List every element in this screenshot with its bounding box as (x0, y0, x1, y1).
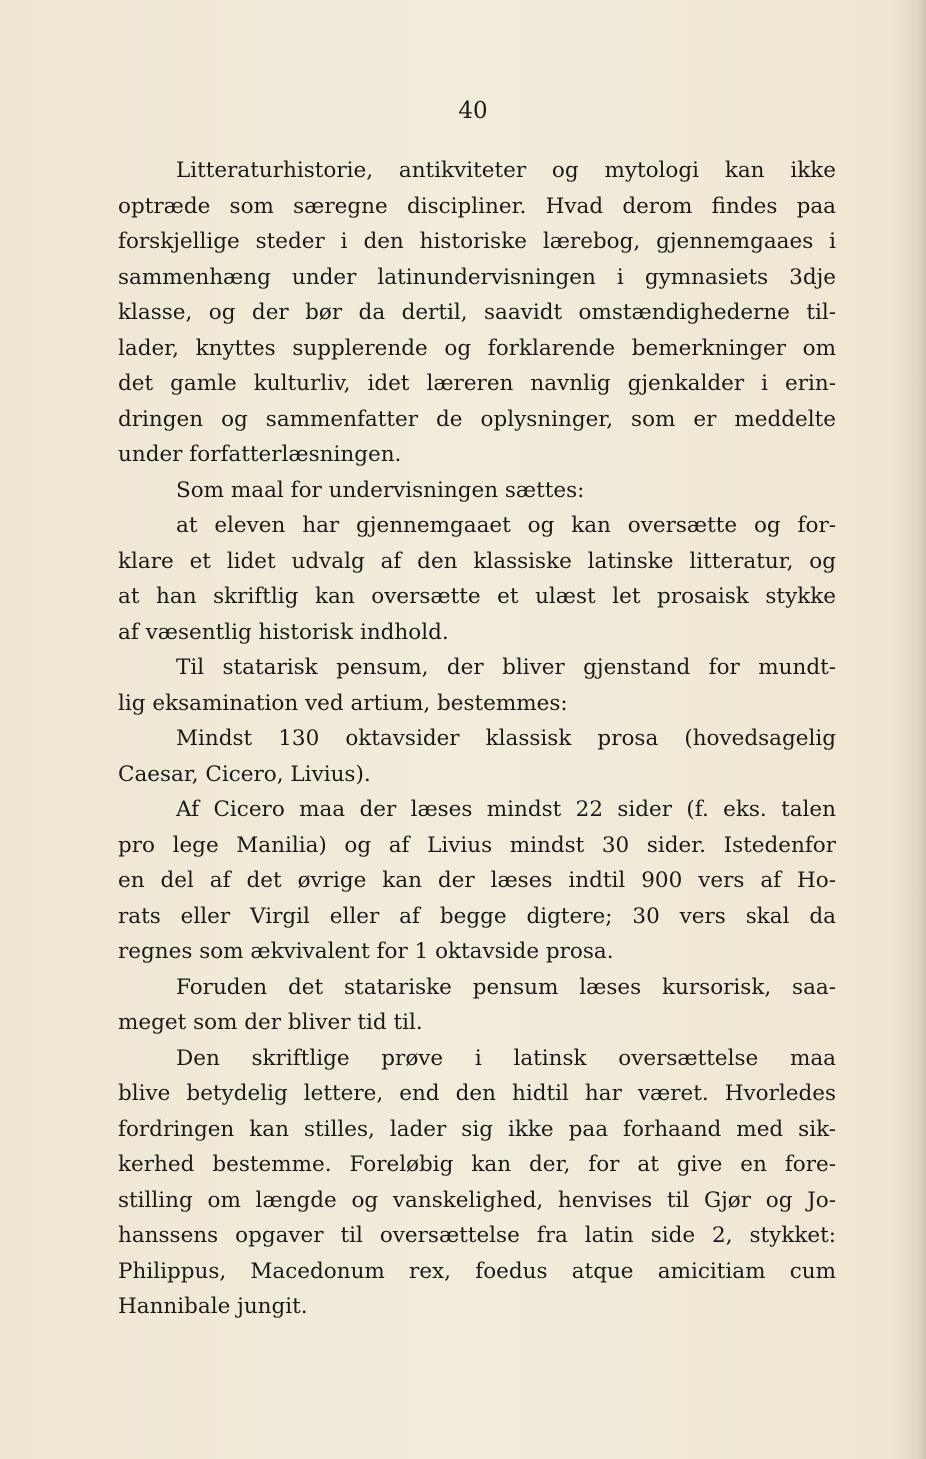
text-line: stilling om længde og vanskelighed, henvises til Gjør og Jo- (118, 1187, 836, 1213)
text-line: Mindst 130 oktavsider klassisk prosa (hovedsagelig (176, 726, 836, 751)
text-line: kerhed bestemme. Foreløbig kan der, for at give en fore- (118, 1152, 836, 1177)
text-line: Som maal for undervisningen sættes: (176, 477, 585, 503)
body-text (118, 153, 836, 1325)
text-line: det gamle kulturliv, idet læreren navnlig gjenkalder i erin- (118, 371, 836, 396)
text-line: at eleven har gjennemgaaet og kan oversætte og for- (176, 513, 836, 538)
text-line: meget som der bliver tid til. (118, 1010, 423, 1035)
text-line: Til statarisk pensum, der bliver gjenstand for mundt- (176, 655, 836, 680)
text-line: lader, knyttes supplerende og forklarende bemerkninger om (118, 335, 836, 361)
page-number: 40 (458, 98, 488, 124)
text-line: at han skriftlig kan oversætte et ulæst let prosaisk stykke (118, 584, 836, 609)
text-line: Caesar, Cicero, Livius). (118, 761, 371, 787)
text-line: Philippus, Macedonum rex, foedus atque amicitiam cum (118, 1258, 836, 1284)
text-line: forskjellige steder i den historiske lærebog, gjennemgaaes i (118, 229, 836, 254)
text-line: Hannibale jungit. (118, 1294, 308, 1319)
text-line: fordringen kan stilles, lader sig ikke paa forhaand med sik- (118, 1116, 836, 1142)
text-line: lig eksamination ved artium, bestemmes: (118, 690, 568, 716)
text-line: dringen og sammenfatter de oplysninger, som er meddelte (118, 406, 836, 432)
text-line: en del af det øvrige kan der læses indtil 900 vers af Ho- (118, 868, 836, 893)
text-line: under forfatterlæsningen. (118, 442, 402, 467)
text-line: klare et lidet udvalg af den klassiske latinske litteratur, og (118, 548, 836, 574)
text-line: af væsentlig historisk indhold. (118, 619, 449, 645)
text-line: Af Cicero maa der læses mindst 22 sider (f. eks. talen (176, 797, 836, 822)
text-line: regnes som ækvivalent for 1 oktavside prosa. (118, 939, 614, 964)
text-line: hanssens opgaver til oversættelse fra latin side 2, stykket: (118, 1223, 836, 1248)
text-line: Foruden det statariske pensum læses kursorisk, saa- (176, 974, 836, 1000)
text-line: Litteraturhistorie, antikviteter og mytologi kan ikke (176, 158, 836, 183)
text-line: pro lege Manilia) og af Livius mindst 30 sider. Istedenfor (118, 832, 836, 858)
text-line: rats eller Virgil eller af begge digtere; 30 vers skal da (118, 903, 836, 929)
text-line: blive betydelig lettere, end den hidtil har været. Hvorledes (118, 1081, 836, 1106)
text-line: sammenhæng under latinundervisningen i gymnasiets 3dje (118, 264, 836, 290)
text-line: Den skriftlige prøve i latinsk oversættelse maa (176, 1045, 836, 1071)
text-line: optræde som særegne discipliner. Hvad derom findes paa (118, 193, 836, 219)
text-line: klasse, og der bør da dertil, saavidt omstændighederne til- (118, 300, 836, 325)
